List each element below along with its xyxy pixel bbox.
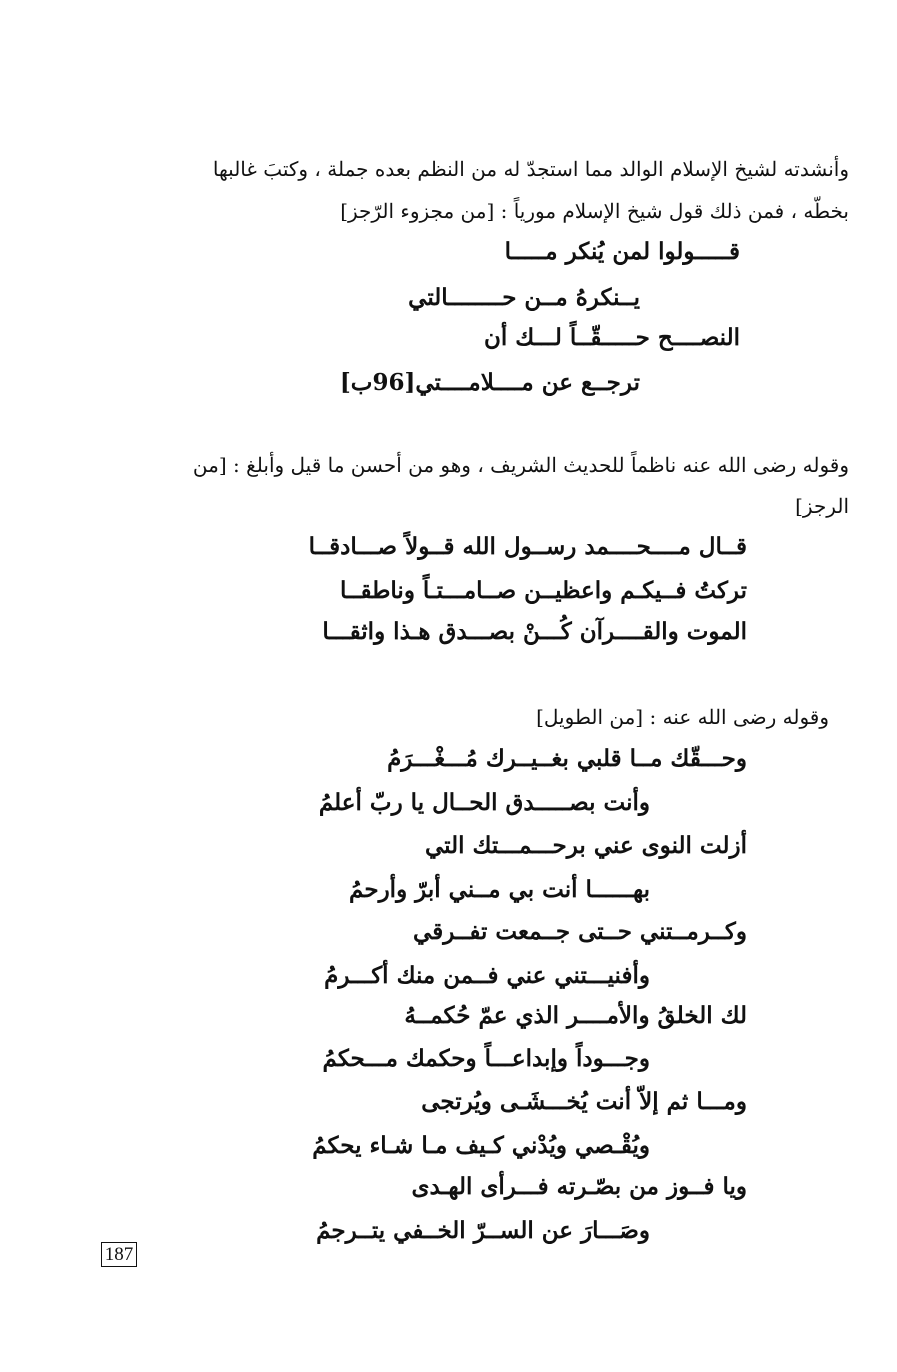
section2-verse-2: تركتُ فــيكـم واعظيــن صــامـــتـاً وناطقــا [339,577,747,604]
section3-verse-6: وأفنيـــتني عني فــمن منك أكـــرمُ [324,962,650,989]
section3-verse-7: لك الخلقُ والأمــــر الذي عمّ حُكمــهُ [404,1002,747,1029]
section3-verse-2: وأنت بصـــــدق الحــال يا ربّ أعلمُ [318,789,650,816]
section3-verse-11: ويا فــوز من بصّـرته فـــرأى الهـدى [411,1173,747,1200]
section3-verse-9: ومـــا ثم إلاّ أنت يُخـــشَـى ويُرتجى [421,1088,747,1115]
section3-verse-3: أزلت النوى عني برحـــمـــتك التي [424,832,747,859]
section3-verse-8: وجـــوداً وإبداعـــاً وحكمك مـــحكمُ [322,1045,650,1072]
section1-intro-line2: بخطّه ، فمن ذلك قول شيخ الإسلام مورياً : [من مجزوء الرّجز] [340,199,849,223]
section3-verse-5: وكــرمــتني حــتى جــمعت تفــرقي [413,918,747,945]
section1-verse-4: ترجــع عن مــــلامــــتي[96ب] [339,369,640,396]
section1-verse-1: قـــــولوا لمن يُنكر مـــــا [504,238,740,265]
section2-intro-line1: وقوله رضى الله عنه ناظماً للحديث الشريف ، وهو من أحسن ما قيل وأبلغ : [من [192,453,849,477]
section1-intro-line1: وأنشدته لشيخ الإسلام الوالد مما استجدّ له من النظم بعده جملة ، وكتبَ غالبها [212,157,849,181]
section1-verse-3: النصــــح حـــــقّــاً لـــك أن [483,324,740,351]
section2-intro-line2: الرجز] [795,494,849,518]
section3-intro: وقوله رضى الله عنه : [من الطويل] [536,705,829,729]
section3-verse-10: ويُقْـصي ويُدْني كـيف مـا شـاء يحكمُ [312,1132,650,1159]
page-number: 187 [101,1242,137,1267]
section3-verse-4: بهــــــا أنت بي مــني أبرّ وأرحمُ [349,876,650,903]
section3-verse-1: وحـــقّك مــا قلبي بغــيــرك مُـــغْـــرَمُ [387,745,747,772]
section2-verse-3: الموت والقــــرآن كُـــنْ بصـــدق هـذا واثقـــا [322,618,747,645]
section1-verse-2: يــنكرهُ مــن حــــــــالتي [408,284,640,311]
section3-verse-12: وصَـــارَ عن الســرّ الخــفي يتــرجمُ [316,1217,650,1244]
section2-verse-1: قــال مــــحــــمد رســول الله قــولاً صـــادقــا [308,533,747,560]
